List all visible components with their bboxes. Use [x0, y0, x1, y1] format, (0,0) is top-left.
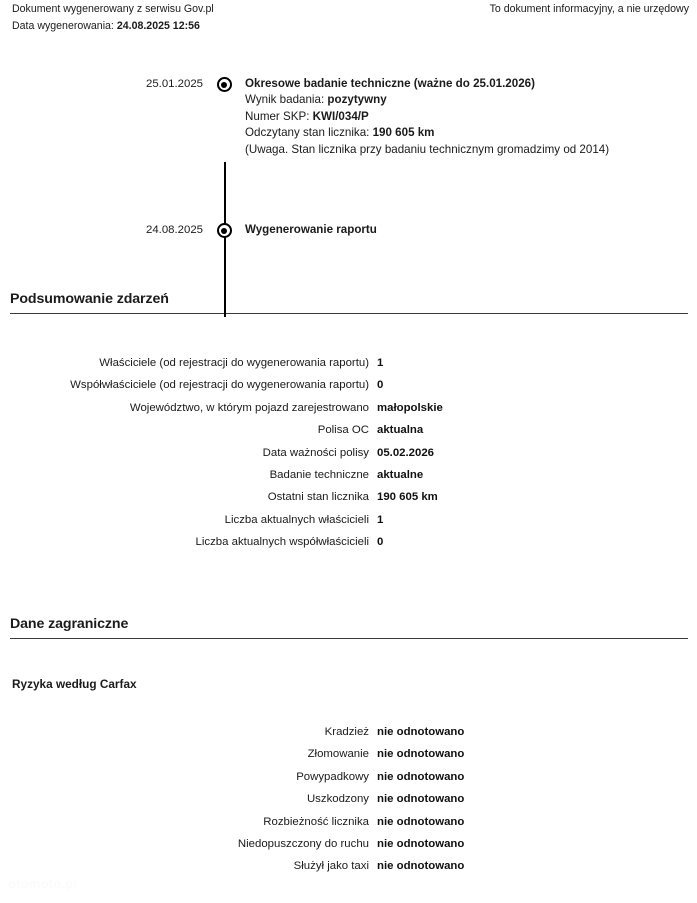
row-label: Data ważności polisy: [262, 446, 369, 459]
generation-date-value: 24.08.2025 12:56: [116, 20, 200, 32]
table-row: [0, 814, 697, 830]
timeline-dot-icon: [217, 77, 232, 92]
header-notes-row: [0, 2, 697, 16]
table-row: [0, 858, 697, 874]
timeline-event-detail: [245, 125, 647, 142]
carfax-risks-table: [0, 724, 697, 881]
table-row: [0, 836, 697, 852]
summary-heading-divider: [10, 313, 688, 314]
timeline-event-note: (Uwaga. Stan licznika przy badaniu technicznym gromadzimy od 2014): [245, 142, 610, 156]
table-row: [0, 467, 697, 484]
foreign-heading-text: Dane zagraniczne: [10, 616, 129, 632]
page-watermark: otomoto.pl: [8, 876, 78, 891]
header-generation-date: [0, 16, 697, 33]
row-value: nie odnotowano: [377, 837, 465, 850]
row-label: Współwłaściciele (od rejestracji do wygenerowania raportu): [70, 379, 369, 392]
timeline-event-detail: [245, 109, 647, 126]
row-label: Polisa OC: [317, 424, 369, 437]
foreign-heading-divider: [10, 638, 688, 639]
timeline-event-title: Okresowe badanie techniczne (ważne do 25.01.2026): [245, 77, 535, 90]
table-row: [0, 377, 697, 394]
detail-label: Odczytany stan licznika:: [245, 126, 370, 139]
row-value: nie odnotowano: [377, 860, 465, 873]
timeline-event-date: 25.01.2025: [145, 78, 203, 90]
row-label: Rozbieżność licznika: [263, 815, 369, 828]
row-value: nie odnotowano: [377, 726, 465, 738]
table-row: [0, 355, 697, 372]
events-timeline: [0, 74, 697, 238]
timeline-event-date: 24.08.2025: [145, 224, 203, 236]
summary-heading-text: Podsumowanie zdarzeń: [10, 291, 169, 307]
row-value: 0: [377, 379, 384, 392]
row-value: 190 605 km: [377, 491, 438, 504]
row-label: Badanie techniczne: [269, 468, 369, 481]
row-label: Liczba aktualnych współwłaścicieli: [195, 536, 369, 549]
carfax-subheading: Ryzyka według Carfax: [12, 677, 137, 691]
table-row: [0, 400, 697, 417]
timeline-event-detail: [245, 92, 647, 109]
row-value: nie odnotowano: [377, 748, 465, 761]
table-row: [0, 422, 697, 439]
summary-table: [0, 355, 697, 557]
detail-value: KWI/034/P: [312, 109, 369, 123]
row-label: Służył jako taxi: [293, 860, 369, 873]
table-row: [0, 724, 697, 740]
row-label: Właściciele (od rejestracji do wygenerowania raportu): [99, 357, 369, 369]
row-value: aktualne: [377, 468, 424, 481]
table-row: [0, 489, 697, 506]
row-value: nie odnotowano: [377, 815, 465, 828]
timeline-marker-column: [203, 220, 245, 238]
row-value: aktualna: [377, 424, 424, 437]
row-value: 05.02.2026: [377, 446, 435, 459]
generation-date-label: Data wygenerowania:: [12, 20, 114, 32]
timeline-connector-line: [224, 162, 226, 317]
row-label: Kradzież: [324, 726, 369, 738]
table-row: [0, 534, 697, 551]
timeline-marker-column: [203, 74, 245, 92]
row-value: małopolskie: [377, 401, 443, 414]
table-row: [0, 791, 697, 807]
detail-value: pozytywny: [327, 93, 387, 106]
table-row: [0, 746, 697, 762]
row-value: 1: [377, 357, 384, 369]
detail-label: Wynik badania:: [245, 93, 325, 106]
detail-value: 190 605 km: [372, 126, 435, 139]
detail-label: Numer SKP:: [245, 109, 310, 123]
row-value: nie odnotowano: [377, 793, 465, 806]
summary-section-heading: [10, 290, 688, 314]
foreign-section-heading: [10, 615, 688, 639]
header-disclaimer-note: To dokument informacyjny, a nie urzędowy: [489, 3, 689, 15]
row-label: Liczba aktualnych właścicieli: [224, 513, 369, 526]
timeline-event-body: [245, 220, 697, 238]
row-value: 1: [377, 513, 384, 526]
timeline-event-title: Wygenerowanie raportu: [245, 223, 377, 236]
row-label: Niedopuszczony do ruchu: [237, 837, 369, 850]
document-header: [0, 0, 697, 33]
table-row: [0, 769, 697, 785]
row-label: Złomowanie: [307, 748, 369, 761]
timeline-event: [0, 220, 697, 238]
timeline-event: [0, 74, 697, 158]
row-value: nie odnotowano: [377, 770, 465, 783]
table-row: [0, 445, 697, 462]
table-row: [0, 512, 697, 529]
row-label: Ostatni stan licznika: [267, 491, 369, 504]
row-label: Województwo, w którym pojazd zarejestrowano: [129, 401, 369, 414]
row-label: Uszkodzony: [306, 793, 369, 806]
row-label: Powypadkowy: [296, 770, 369, 783]
header-source-note: Dokument wygenerowany z serwisu Gov.pl: [12, 3, 214, 15]
row-value: 0: [377, 536, 384, 549]
timeline-dot-icon: [217, 223, 232, 238]
timeline-event-body: [245, 74, 697, 158]
